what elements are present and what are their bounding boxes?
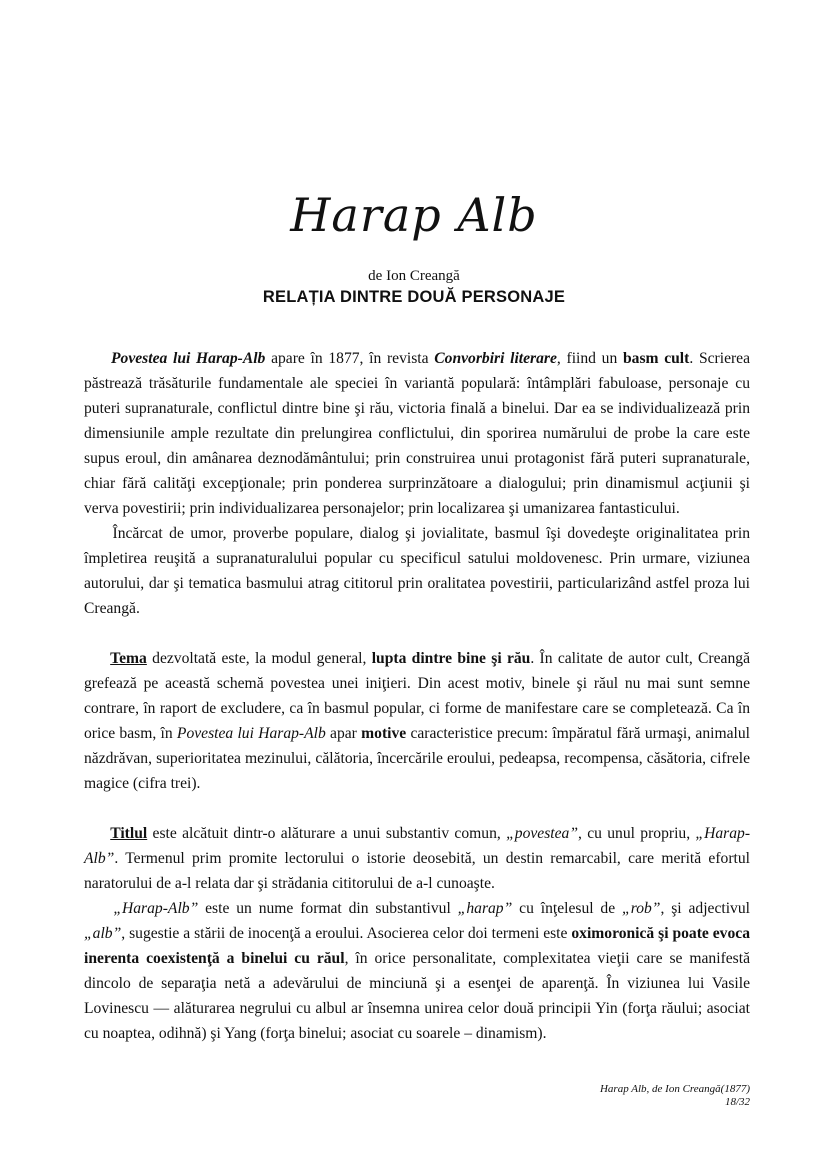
- document-title: Harap Alb: [290, 188, 538, 242]
- title-heading: Titlul: [110, 825, 148, 842]
- work-title: Povestea lui Harap-Alb: [111, 350, 266, 367]
- text-run: , şi adjectivul: [660, 900, 750, 917]
- author-byline: de Ion Creangă: [368, 268, 460, 284]
- text-run: . Termenul prim promite lectorului o istorie deosebită, un destin remarcabil, care merită efortul naratorului de a-l relata dar şi strădania cititorului de a-l cunoaşte.: [84, 850, 750, 892]
- paragraph-gap: [84, 796, 750, 821]
- work-title-ref: Povestea lui Harap-Alb: [176, 725, 326, 742]
- text-run: apar: [325, 725, 362, 742]
- quoted-term: „Harap-Alb”: [84, 825, 751, 867]
- text-run: , fiind un: [556, 350, 623, 367]
- theme-term: lupta dintre bine şi rău: [371, 650, 531, 667]
- quoted-term: „Harap-Alb”: [113, 900, 199, 917]
- theme-heading: Tema: [110, 650, 147, 667]
- text-run: este alcătuit dintr-o alăturare a unui substantiv comun,: [147, 825, 507, 842]
- document-subtitle: RELAȚIA DINTRE DOUĂ PERSONAJE: [262, 288, 566, 306]
- text-run: este un nume format din substantivul: [198, 900, 458, 917]
- quoted-term: „alb”: [84, 925, 122, 942]
- text-run: , cu unul propriu,: [578, 825, 696, 842]
- paragraph-gap: [84, 621, 750, 646]
- text-run: apare în 1877, în revista: [265, 350, 435, 367]
- text-run: , în orice personalitate, complexitatea vieţii care se manifestă dincolo de separaţia netă a adevărului de minciună şi a esenţei de aparenţă. În viziunea lui Vasile Lovinescu — alăturarea negrului cu albul ar însemna unirea celor două principii Yin (forţa răului; asociat cu noaptea, odihnă) şi Yang (forţa binelui; asociat cu soarele – dinamism).: [84, 950, 751, 1042]
- text-run: caracteristice precum: împăratul fără urmaşi, animalul năzdrăvan, superioritatea mezinului, călătoria, încercările eroului, pedeapsa, recompensa, căsătoria, cifrele magice (cifra trei).: [84, 725, 750, 792]
- motives-term: motive: [361, 725, 407, 742]
- text-run: dezvoltată este, la modul general,: [146, 650, 372, 667]
- quoted-term: „povestea”: [506, 825, 578, 842]
- paragraph-theme: [84, 646, 750, 796]
- page-footer: [600, 1083, 750, 1109]
- text-run: . Scrierea păstrează trăsăturile fundamentale ale speciei în variantă populară: întâmplări fabuloase, personaje cu puteri supranaturale, conflictul dintre bine şi rău, victoria finală a binelui. Dar ea se individualizează prin dimensiunile ample rezultate din prelungirea conflictului, din sporirea numărului de probe la care este supus eroul, din amânarea deznodământului; prin construirea unui protagonist fără puteri supranaturale, chiar fără calităţi excepţionale; prin ponderea surprinzătoare a dialogului; prin dinamismul acţiunii şi verva povestirii; prin individualizarea personajelor; prin localizarea şi umanizarea fantasticului.: [84, 350, 751, 517]
- footer-source: Harap Alb, de Ion Creangă(1877): [599, 1083, 750, 1095]
- genre-term: basm cult: [622, 350, 690, 367]
- page-number: 18/32: [724, 1096, 750, 1108]
- quoted-term: „harap”: [457, 900, 513, 917]
- text-run: . În calitate de autor cult, Creangă grefează pe această schemă povestea unei iniţieri. Din acest motiv, binele şi răul nu mai sunt semne contrare, în raport de excludere, ca în basmul popular, ci forme de manifestare care se completează. Ca în orice basm, în: [84, 650, 750, 742]
- magazine-title: Convorbiri literare: [434, 350, 557, 367]
- paragraph-originality: [84, 521, 750, 621]
- paragraph-title-analysis: [84, 821, 750, 896]
- text-run: , sugestie a stării de inocenţă a eroului. Asocierea celor doi termeni este: [121, 925, 572, 942]
- document-body: [84, 346, 750, 1046]
- text-run: Încărcat de umor, proverbe populare, dialog şi jovialitate, basmul îşi dovedeşte originalitatea prin împletirea reuşită a supranaturalului popular cu specificul satului moldovenesc. Prin urmare, viziunea autorului, dar şi tematica basmului atrag cititorul prin oralitatea povestirii, particularizând astfel proza lui Creangă.: [84, 525, 751, 617]
- paragraph-intro: [84, 346, 750, 521]
- quoted-term: „rob”: [622, 900, 661, 917]
- paragraph-name-analysis: [84, 896, 750, 1046]
- oxymoron-term: oximoronică şi poate evoca inerenta coexistenţă a binelui cu răul: [84, 925, 750, 967]
- text-run: cu înţelesul de: [512, 900, 623, 917]
